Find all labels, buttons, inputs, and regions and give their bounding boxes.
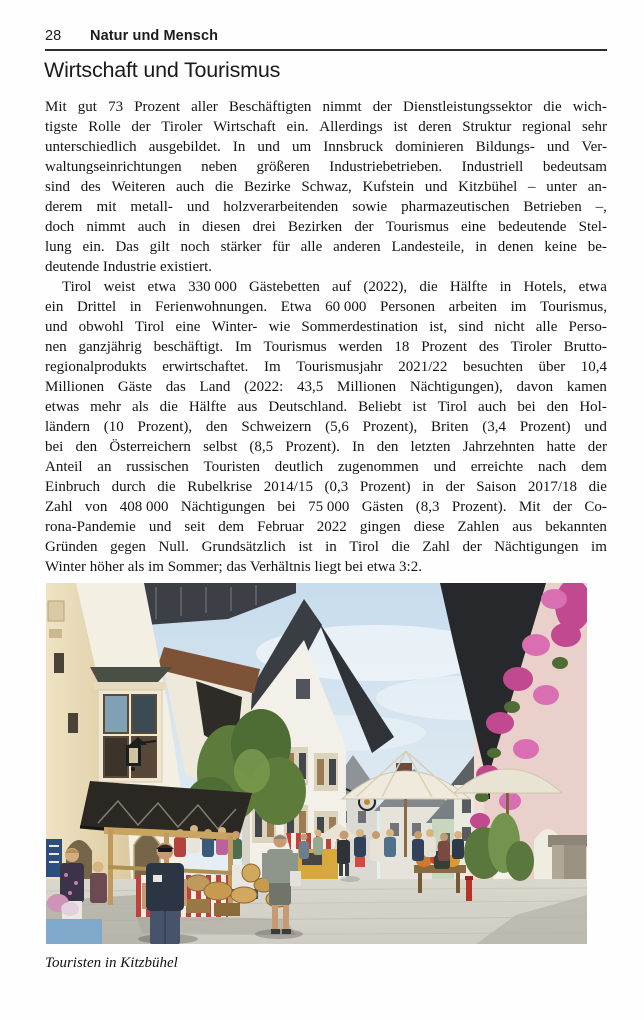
text-line: Millionen Gäste das Land (2022: 43,5 Millionen Nächtigungen), davon kamen	[45, 379, 607, 395]
text-line: doch nimmt auch in diesen drei Bezirken der Tourismus eine bedeutende Stel-	[45, 219, 607, 235]
text-line: lung ein. Das gilt noch stärker für alle anderen Landesteile, in denen keine be-	[45, 239, 607, 255]
header-rule	[45, 49, 607, 51]
paragraph	[45, 97, 607, 277]
text-line: regionalprodukts erwirtschaftet. Im Tourismusjahr 2021/22 besuchten über 10,4	[45, 359, 607, 375]
text-line: und obwohl Tirol eine Winter- wie Sommerdestination ist, sind nicht alle Perso-	[45, 319, 607, 335]
text-line: ländern (10 Prozent), den Schweizern (5,6 Prozent), Briten (3,4 Prozent) und	[45, 419, 607, 435]
text-line: rona-Pandemie und seit dem Februar 2022 gingen diese Zahlen aus bekannten	[45, 519, 607, 535]
running-head: Natur und Mensch	[90, 28, 219, 44]
text-line: deutende Industrie existiert.	[45, 259, 213, 275]
text-line: nen ganzjährig beschäftigt. Im Tourismus werden 18 Prozent des Tiroler Brutto-	[45, 339, 607, 355]
photo-caption: Touristen in Kitzbühel	[45, 955, 178, 971]
page-number: 28	[45, 28, 62, 44]
text-line: Gründen gegen Null. Grundsätzlich ist in Tirol die Zahl der Nächtigungen im	[45, 539, 607, 555]
section-title: Wirtschaft und Tourismus	[44, 58, 281, 82]
street	[46, 879, 587, 944]
photo-figure	[46, 583, 587, 944]
text-line: etwas mehr als die Hälfte aus Deutschland. Beliebt ist Tirol auch bei den Hol-	[45, 399, 607, 415]
text-line: waltungseinrichtungen neben größeren Industriebetrieben. Industriell bedeutsam	[45, 159, 607, 175]
text-line: Winter höher als im Sommer; das Verhältnis liegt bei etwa 3:2.	[45, 559, 422, 575]
text-line: bei den Österreichern selbst (8,5 Prozent). In den letzten Jahrzehnten hatte der	[45, 439, 607, 455]
kitzbuehel-street-photo	[46, 583, 587, 944]
body-text	[45, 97, 607, 577]
text-line: ein Drittel in Ferienwohnungen. Etwa 60 000 Personen arbeiten im Tourismus,	[45, 299, 607, 315]
text-line: Einbruch durch die Rubelkrise 2014/15 (0,3 Prozent) in der Saison 2017/18 die	[45, 479, 607, 495]
text-line: Anteil an russischen Touristen deutlich zugenommen und erreichte nach dem	[45, 459, 607, 475]
text-line: Zahl von 408 000 Nächtigungen bei 75 000 Gästen (8,3 Prozent). Mit der Co-	[45, 499, 607, 515]
text-line: tigste Rolle der Tiroler Wirtschaft ein. Allerdings ist deren Struktur regional sehr	[45, 119, 607, 135]
text-line: sind des Weiteren auch die Bezirke Schwaz, Kufstein und Kitzbühel – unter an-	[45, 179, 607, 195]
text-line: Tirol weist etwa 330 000 Gästebetten auf (2022), die Hälfte in Hotels, etwa	[62, 279, 607, 295]
text-line: derem mit metall- und holzverarbeitenden sowie pharmazeutischen Betrieben –,	[45, 199, 607, 215]
text-line: Mit gut 73 Prozent aller Beschäftigten nimmt der Dienstleistungssektor die wich-	[45, 99, 607, 115]
text-line: unterschiedlich ausgebildet. In und um Innsbruck dominieren Bildungs- und Ver-	[45, 139, 607, 155]
paragraph	[45, 277, 607, 577]
